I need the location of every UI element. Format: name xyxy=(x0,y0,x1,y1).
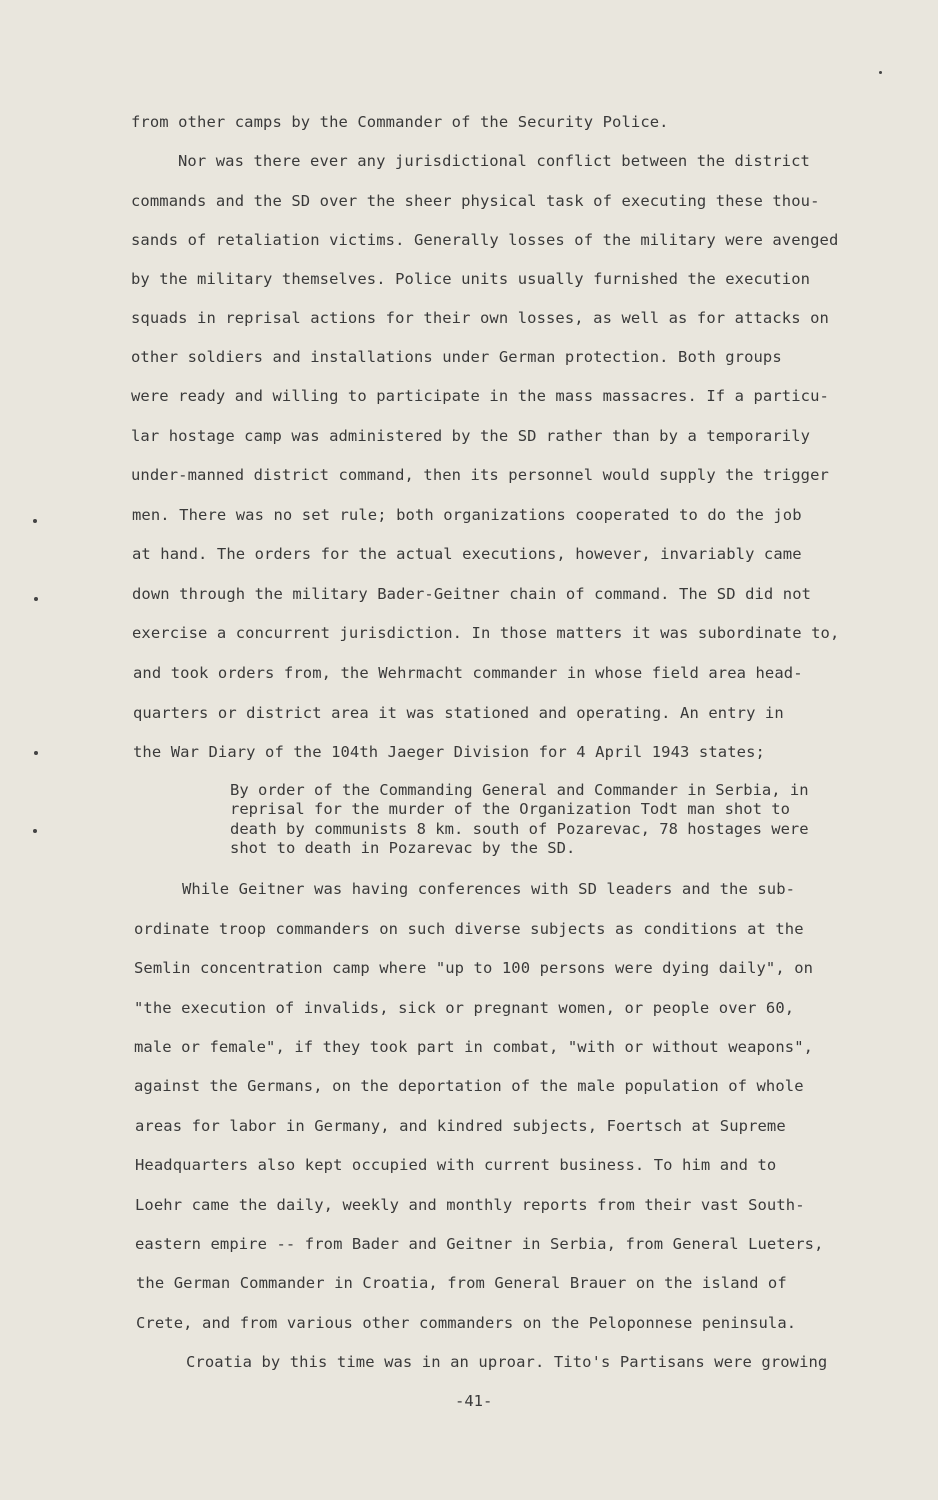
body-line: men. There was no set rule; both organizations cooperated to do the job xyxy=(132,506,802,524)
quote-line: death by communists 8 km. south of Pozarevac, 78 hostages were xyxy=(230,820,809,838)
margin-mark xyxy=(879,71,882,74)
body-line: areas for labor in Germany, and kindred subjects, Foertsch at Supreme xyxy=(135,1117,786,1135)
body-line: Headquarters also kept occupied with current business. To him and to xyxy=(135,1156,777,1174)
body-line: ordinate troop commanders on such diverse subjects as conditions at the xyxy=(134,920,804,938)
body-line: were ready and willing to participate in the mass massacres. If a particu- xyxy=(131,387,829,405)
margin-mark xyxy=(33,519,37,523)
body-line: quarters or district area it was stationed and operating. An entry in xyxy=(133,704,784,722)
body-line: under-manned district command, then its personnel would supply the trigger xyxy=(131,466,829,484)
body-line: other soldiers and installations under German protection. Both groups xyxy=(131,348,782,366)
body-line: at hand. The orders for the actual executions, however, invariably came xyxy=(132,545,802,563)
body-line: against the Germans, on the deportation of the male population of whole xyxy=(134,1077,804,1095)
quote-line: shot to death in Pozarevac by the SD. xyxy=(230,839,576,857)
body-line: squads in reprisal actions for their own losses, as well as for attacks on xyxy=(131,309,829,327)
margin-mark xyxy=(34,597,38,601)
body-line: Crete, and from various other commanders on the Peloponnese peninsula. xyxy=(136,1314,797,1332)
body-line: Loehr came the daily, weekly and monthly reports from their vast South- xyxy=(135,1196,805,1214)
body-line: male or female", if they took part in combat, "with or without weapons", xyxy=(134,1038,814,1056)
body-line: "the execution of invalids, sick or pregnant women, or people over 60, xyxy=(134,999,795,1017)
body-line: the War Diary of the 104th Jaeger Division for 4 April 1943 states; xyxy=(133,743,765,761)
quote-line: reprisal for the murder of the Organization Todt man shot to xyxy=(230,800,790,818)
margin-mark xyxy=(33,829,37,833)
body-line: from other camps by the Commander of the Security Police. xyxy=(131,113,669,131)
body-line: down through the military Bader-Geitner chain of command. The SD did not xyxy=(132,585,812,603)
body-line: Croatia by this time was in an uproar. Tito's Partisans were growing xyxy=(186,1353,828,1371)
body-line: eastern empire -- from Bader and Geitner in Serbia, from General Lueters, xyxy=(135,1235,824,1253)
body-line: Nor was there ever any jurisdictional conflict between the district xyxy=(178,152,810,170)
body-line: Semlin concentration camp where "up to 100 persons were dying daily", on xyxy=(134,959,814,977)
body-line: While Geitner was having conferences with SD leaders and the sub- xyxy=(182,880,796,898)
body-line: by the military themselves. Police units usually furnished the execution xyxy=(131,270,811,288)
body-line: lar hostage camp was administered by the SD rather than by a temporarily xyxy=(131,427,811,445)
margin-mark xyxy=(34,751,38,755)
body-line: commands and the SD over the sheer physical task of executing these thou- xyxy=(131,192,820,210)
body-line: sands of retaliation victims. Generally losses of the military were avenged xyxy=(131,231,839,249)
quote-line: By order of the Commanding General and Commander in Serbia, in xyxy=(230,781,809,799)
body-line: and took orders from, the Wehrmacht commander in whose field area head- xyxy=(133,664,803,682)
body-line: exercise a concurrent jurisdiction. In those matters it was subordinate to, xyxy=(132,624,840,642)
body-line: the German Commander in Croatia, from General Brauer on the island of xyxy=(136,1274,787,1292)
page-number: -41- xyxy=(455,1392,493,1410)
